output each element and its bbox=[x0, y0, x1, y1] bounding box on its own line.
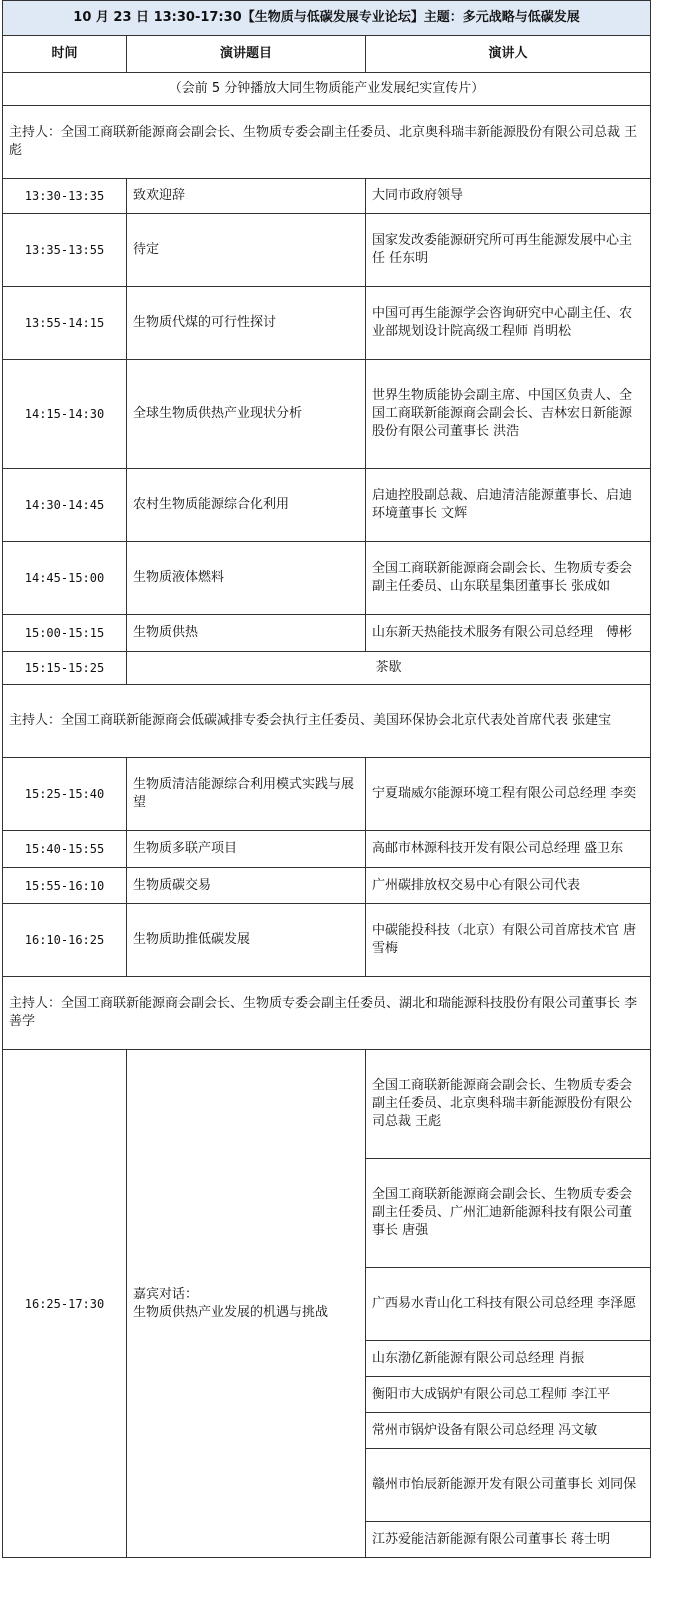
header-row bbox=[3, 36, 651, 73]
time-cell: 15:55-16:10 bbox=[3, 868, 127, 904]
time-cell: 14:30-14:45 bbox=[3, 469, 127, 542]
speaker-cell: 宁夏瑞威尔能源环境工程有限公司总经理 李奕 bbox=[366, 758, 651, 831]
topic-cell: 农村生物质能源综合化利用 bbox=[127, 469, 366, 542]
header-topic: 演讲题目 bbox=[127, 36, 366, 73]
table-row bbox=[3, 615, 651, 652]
host-2: 主持人：全国工商联新能源商会低碳减排专委会执行主任委员、美国环保协会北京代表处首席代表 张建宝 bbox=[3, 685, 651, 758]
dialogue-topic bbox=[127, 1050, 366, 1558]
speaker-cell: 广州碳排放权交易中心有限公司代表 bbox=[366, 868, 651, 904]
dialogue-time: 16:25-17:30 bbox=[3, 1050, 127, 1558]
topic-cell: 生物质助推低碳发展 bbox=[127, 904, 366, 977]
table-row bbox=[3, 179, 651, 214]
host-row bbox=[3, 685, 651, 758]
time-cell: 13:35-13:55 bbox=[3, 214, 127, 287]
topic-cell: 生物质供热 bbox=[127, 615, 366, 652]
break-time: 15:15-15:25 bbox=[3, 652, 127, 685]
dialogue-row bbox=[3, 1050, 651, 1159]
speaker-cell: 山东新天热能技术服务有限公司总经理 傅彬 bbox=[366, 615, 651, 652]
speaker-cell: 世界生物质能协会副主席、中国区负责人、全国工商联新能源商会副会长、吉林宏日新能源股份有限公司董事长 洪浩 bbox=[366, 360, 651, 469]
title-row bbox=[3, 1, 651, 36]
dialogue-speaker: 全国工商联新能源商会副会长、生物质专委会副主任委员、北京奥科瑞丰新能源股份有限公司总裁 王彪 bbox=[366, 1050, 651, 1159]
host-row bbox=[3, 106, 651, 179]
dialogue-topic-line1: 嘉宾对话： bbox=[133, 1286, 199, 1302]
host-1: 主持人：全国工商联新能源商会副会长、生物质专委会副主任委员、北京奥科瑞丰新能源股份有限公司总裁 王彪 bbox=[3, 106, 651, 179]
speaker-cell: 启迪控股副总裁、启迪清洁能源董事长、启迪环境董事长 文辉 bbox=[366, 469, 651, 542]
pre-note-row bbox=[3, 73, 651, 106]
time-cell: 16:10-16:25 bbox=[3, 904, 127, 977]
table-row bbox=[3, 758, 651, 831]
time-cell: 13:30-13:35 bbox=[3, 179, 127, 214]
time-cell: 14:45-15:00 bbox=[3, 542, 127, 615]
time-cell: 13:55-14:15 bbox=[3, 287, 127, 360]
topic-cell: 致欢迎辞 bbox=[127, 179, 366, 214]
table-row bbox=[3, 214, 651, 287]
break-label: 茶歇 bbox=[127, 652, 651, 685]
time-cell: 15:00-15:15 bbox=[3, 615, 127, 652]
time-cell: 14:15-14:30 bbox=[3, 360, 127, 469]
dialogue-speaker: 全国工商联新能源商会副会长、生物质专委会副主任委员、广州汇迪新能源科技有限公司董事长 唐强 bbox=[366, 1159, 651, 1268]
dialogue-speaker: 衡阳市大成锅炉有限公司总工程师 李江平 bbox=[366, 1377, 651, 1413]
schedule-table bbox=[2, 0, 651, 1558]
speaker-cell: 全国工商联新能源商会副会长、生物质专委会副主任委员、山东联星集团董事长 张成如 bbox=[366, 542, 651, 615]
table-row bbox=[3, 831, 651, 868]
topic-cell: 生物质液体燃料 bbox=[127, 542, 366, 615]
topic-cell: 生物质代煤的可行性探讨 bbox=[127, 287, 366, 360]
forum-title: 10 月 23 日 13:30-17:30【生物质与低碳发展专业论坛】主题：多元战略与低碳发展 bbox=[3, 1, 651, 36]
table-row bbox=[3, 542, 651, 615]
speaker-cell: 高邮市林源科技开发有限公司总经理 盛卫东 bbox=[366, 831, 651, 868]
header-speaker: 演讲人 bbox=[366, 36, 651, 73]
time-cell: 15:40-15:55 bbox=[3, 831, 127, 868]
speaker-cell: 中国可再生能源学会咨询研究中心副主任、农业部规划设计院高级工程师 肖明松 bbox=[366, 287, 651, 360]
break-row bbox=[3, 652, 651, 685]
dialogue-speaker: 常州市锅炉设备有限公司总经理 冯文敏 bbox=[366, 1413, 651, 1449]
dialogue-speaker: 山东渤亿新能源有限公司总经理 肖振 bbox=[366, 1341, 651, 1377]
topic-cell: 全球生物质供热产业现状分析 bbox=[127, 360, 366, 469]
table-row bbox=[3, 868, 651, 904]
time-cell: 15:25-15:40 bbox=[3, 758, 127, 831]
table-row bbox=[3, 360, 651, 469]
table-row bbox=[3, 469, 651, 542]
topic-cell: 生物质清洁能源综合利用模式实践与展望 bbox=[127, 758, 366, 831]
topic-cell: 生物质多联产项目 bbox=[127, 831, 366, 868]
speaker-cell: 大同市政府领导 bbox=[366, 179, 651, 214]
dialogue-topic-line2: 生物质供热产业发展的机遇与挑战 bbox=[133, 1304, 329, 1320]
dialogue-speaker: 广西易水青山化工科技有限公司总经理 李泽愿 bbox=[366, 1268, 651, 1341]
pre-note: （会前 5 分钟播放大同生物质能产业发展纪实宣传片） bbox=[3, 73, 651, 106]
host-row bbox=[3, 977, 651, 1050]
speaker-cell: 中碳能投科技（北京）有限公司首席技术官 唐雪梅 bbox=[366, 904, 651, 977]
table-row bbox=[3, 904, 651, 977]
dialogue-speaker: 江苏爱能洁新能源有限公司董事长 蒋士明 bbox=[366, 1522, 651, 1558]
topic-cell: 生物质碳交易 bbox=[127, 868, 366, 904]
host-3: 主持人：全国工商联新能源商会副会长、生物质专委会副主任委员、湖北和瑞能源科技股份有限公司董事长 李善学 bbox=[3, 977, 651, 1050]
table-row bbox=[3, 287, 651, 360]
speaker-cell: 国家发改委能源研究所可再生能源发展中心主任 任东明 bbox=[366, 214, 651, 287]
topic-cell: 待定 bbox=[127, 214, 366, 287]
header-time: 时间 bbox=[3, 36, 127, 73]
dialogue-speaker: 赣州市怡辰新能源开发有限公司董事长 刘同保 bbox=[366, 1449, 651, 1522]
